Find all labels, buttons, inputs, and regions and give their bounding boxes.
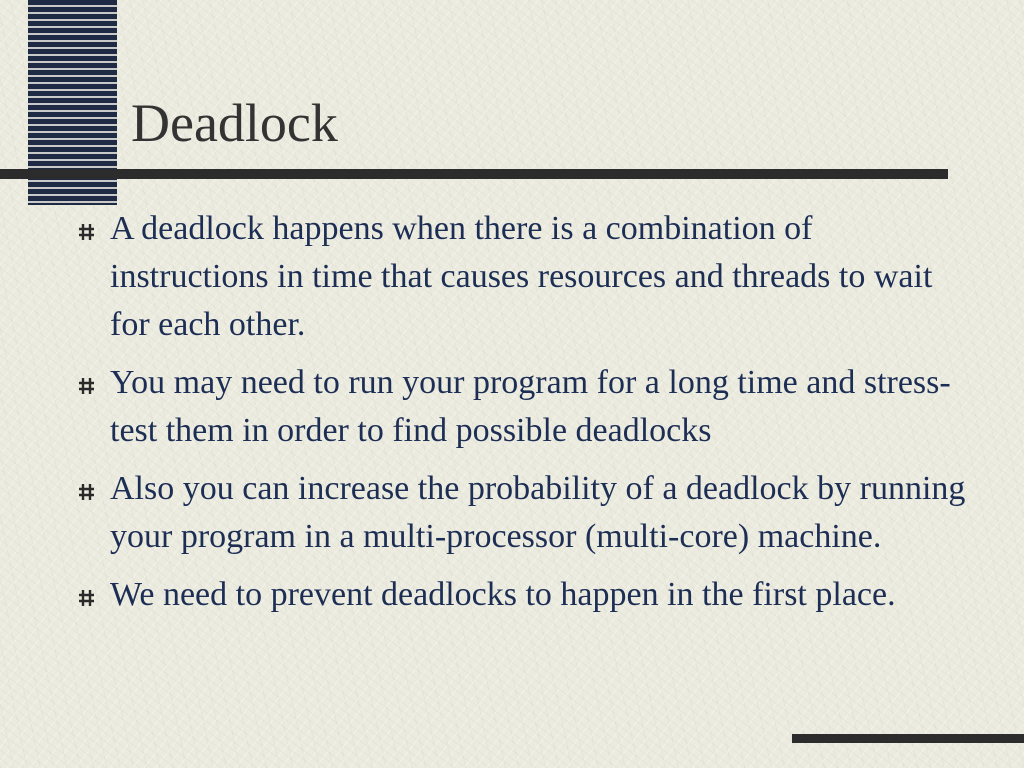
slide-title: Deadlock [131, 93, 338, 153]
bullet-text: We need to prevent deadlocks to happen in the first place. [110, 576, 896, 613]
hash-bullet-icon [77, 588, 97, 608]
bullet-text: A deadlock happens when there is a combination of instructions in time that causes resources and threads to wait for each other. [110, 210, 933, 343]
bullet-item [110, 359, 970, 455]
bullet-list [110, 205, 970, 629]
bullet-text: You may need to run your program for a long time and stress-test them in order to find possible deadlocks [110, 364, 951, 449]
hash-bullet-icon [77, 376, 97, 396]
bottom-divider [792, 734, 1024, 743]
hash-bullet-icon [77, 222, 97, 242]
bullet-item [110, 465, 970, 561]
bullet-item [110, 571, 970, 619]
hash-bullet-icon [77, 482, 97, 502]
bullet-item [110, 205, 970, 349]
title-divider [0, 169, 948, 179]
bullet-text: Also you can increase the probability of a deadlock by running your program in a multi-processor (multi-core) machine. [110, 470, 966, 555]
